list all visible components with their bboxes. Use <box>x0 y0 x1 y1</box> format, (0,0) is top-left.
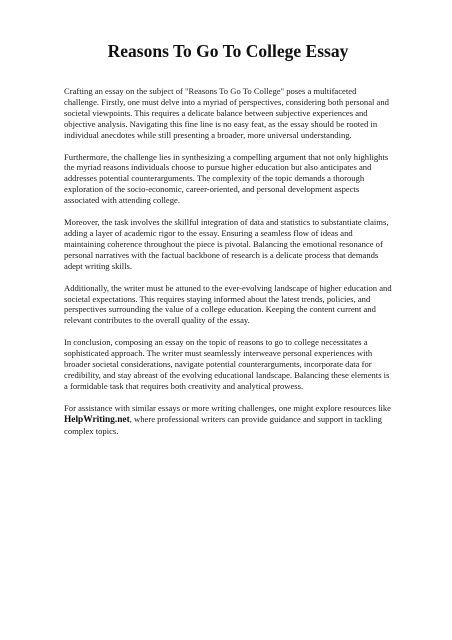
page-title: Reasons To Go To College Essay <box>107 41 349 61</box>
closing-text-after-link: , where professional writers can provide guidance and support in tackling complex topics. <box>64 413 382 436</box>
helpwriting-link[interactable]: HelpWriting.net <box>64 414 130 425</box>
paragraph-4: Additionally, the writer must be attuned to the ever-evolving landscape of higher education and societal expectations. This requires staying informed about the latest trends, policies, and perspectives surrounding the value of a college education. Keeping the content current and relevant contributes to the overall quality of the essay. <box>64 282 392 326</box>
paragraph-2: Furthermore, the challenge lies in synthesizing a compelling argument that not only highlights the myriad reasons individuals choose to pursue higher education but also anticipates and addresses potential counterarguments. The complexity of the topic demands a thorough exploration of the socio-economic, career-oriented, and personal development aspects associated with attending college. <box>64 151 389 206</box>
paragraph-5: In conclusion, composing an essay on the topic of reasons to go to college necessitates a sophisticated approach. The writer must seamlessly interweave personal experiences with broader societal considerations, navigate potential counterarguments, incorporate data for credibility, and stay abreast of the evolving educational landscape. Balancing these elements is a formidable task that requires both creativity and analytical prowess. <box>64 337 390 391</box>
paragraph-1: Crafting an essay on the subject of "Reasons To Go To College" poses a multifaceted challenge. Firstly, one must delve into a myriad of perspectives, considering both personal and societal viewpoints. This requires a delicate balance between subjective experiences and objective analysis. Navigating this fine line is no easy feat, as the essay should be rooted in individual anecdotes while still presenting a broader, more universal understanding. <box>64 86 389 140</box>
closing-paragraph <box>64 403 392 437</box>
closing-text-before-link: For assistance with similar essays or more writing challenges, one might explore resources like <box>64 402 391 413</box>
paragraph-3: Moreover, the task involves the skillful integration of data and statistics to substantiate claims, adding a layer of academic rigor to the essay. Ensuring a seamless flow of ideas and maintaining coherence throughout the piece is pivotal. Balancing the emotional resonance of personal narratives with the factual backbone of research is a delicate process that demands adept writing skills. <box>64 217 389 271</box>
